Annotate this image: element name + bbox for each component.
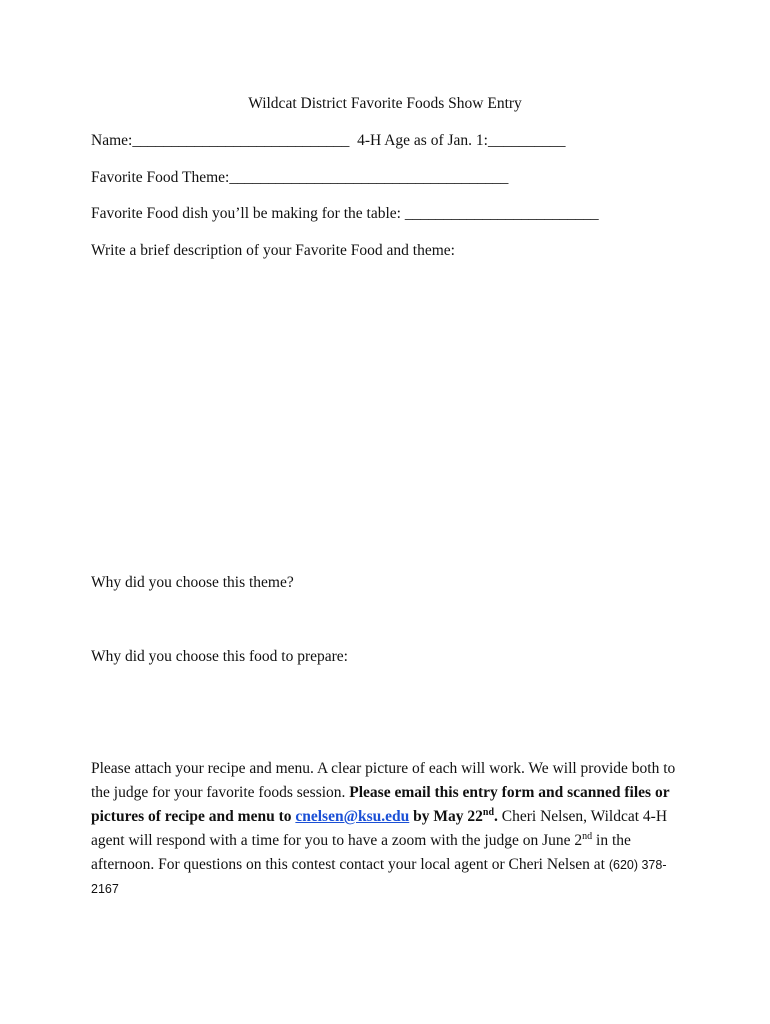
instructions-text-1: Please attach your recipe and menu. A clear picture of each will work. We will provide both to the judge for your favorite foods session. xyxy=(91,760,676,801)
instructions-sup-2: nd xyxy=(582,831,593,842)
email-link[interactable]: cnelsen@ksu.edu xyxy=(295,808,410,825)
dish-field[interactable]: Favorite Food dish you’ll be making for the table: _________________________ xyxy=(91,205,599,222)
why-food-prompt: Why did you choose this food to prepare: xyxy=(91,648,348,665)
theme-field[interactable]: Favorite Food Theme:____________________________________ xyxy=(91,169,509,186)
instructions-bold-2: by May 22 xyxy=(409,808,483,825)
why-theme-prompt: Why did you choose this theme? xyxy=(91,574,294,591)
instructions-bold-3: . xyxy=(494,808,498,825)
instructions-bold-1: Please email this entry form and scanned files or pictures of recipe and menu to xyxy=(91,784,670,825)
instructions-text-2: Cheri Nelsen, Wildcat 4-H agent will respond with a time for you to have a zoom with the judge on June 2 xyxy=(91,808,668,849)
form-title: Wildcat District Favorite Foods Show Entry xyxy=(248,95,522,112)
instructions-text-3: in the afternoon. For questions on this contest contact your local agent or Cheri Nelsen at xyxy=(91,832,631,873)
age-field[interactable]: 4-H Age as of Jan. 1:__________ xyxy=(357,132,566,149)
phone-number: (620) 378-2167 xyxy=(91,858,667,896)
description-prompt: Write a brief description of your Favorite Food and theme: xyxy=(91,242,455,259)
name-age-row xyxy=(91,132,565,150)
instructions-sup-1: nd xyxy=(482,807,495,818)
name-field[interactable]: Name:____________________________ xyxy=(91,132,350,149)
instructions-paragraph xyxy=(91,757,691,901)
